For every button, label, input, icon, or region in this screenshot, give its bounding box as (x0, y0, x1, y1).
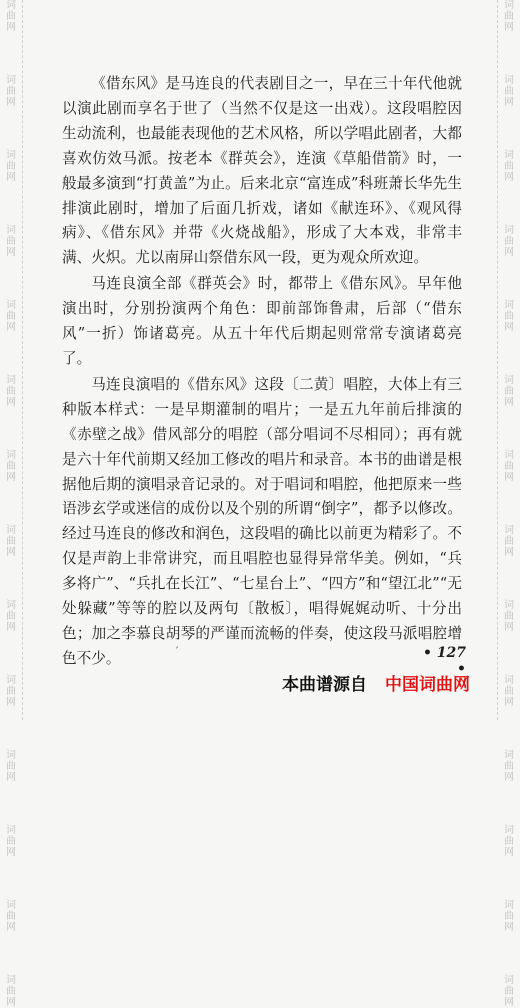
watermark-mark: 词 曲 网 (6, 0, 16, 33)
watermark-mark: 词 曲 网 (6, 750, 16, 783)
watermark-mark: 词 曲 网 (504, 600, 514, 633)
watermark-mark: 词 曲 网 (504, 375, 514, 408)
watermark-mark: 词 曲 网 (6, 300, 16, 333)
watermark-mark: 词 曲 网 (6, 150, 16, 183)
watermark-mark: 词 曲 网 (6, 75, 16, 108)
watermark-mark: 词 曲 网 (504, 825, 514, 858)
watermark-mark: 词 曲 网 (504, 450, 514, 483)
watermark-mark: 词 曲 网 (504, 900, 514, 933)
body-text (62, 72, 462, 672)
watermark-mark: 词 曲 网 (504, 525, 514, 558)
source-credit (282, 670, 512, 695)
paragraph-2: 马连良演全部《群英会》时，都带上《借东风》。早年他演出时，分别扮演两个角色：即前部饰鲁肃，后部（“借东风”一折）饰诸葛亮。从五十年代后期起则常常专演诸葛亮了。 (62, 275, 462, 367)
watermark-mark: 词 曲 网 (504, 300, 514, 333)
watermark-mark: 词 曲 网 (504, 75, 514, 108)
watermark-mark: 词 曲 网 (6, 450, 16, 483)
watermark-mark: 词 曲 网 (6, 225, 16, 258)
page-number: • 127 • (422, 645, 466, 677)
watermark-mark: 词 曲 网 (504, 225, 514, 258)
watermark-mark: 词 曲 网 (504, 975, 514, 1008)
watermark-mark: 词 曲 网 (504, 150, 514, 183)
watermark-mark: 词 曲 网 (6, 600, 16, 633)
right-watermark-strip (497, 0, 520, 1008)
paragraph-1: 《借东风》是马连良的代表剧目之一，早在三十年代他就以演此剧而享名于世了（当然不仅是这一出戏）。这段唱腔因生动流利，也最能表现他的艺术风格，所以学唱此剧者，大都喜欢仿效马派。按老本《群英会》，连演《草船借箭》时，一般最多演到“打黄盖”为止。后来北京“富连成”科班萧长华先生排演此剧时，增加了后面几折戏，诸如《献连环》、《观风得病》、《借东风》并带《火烧战船》，形成了大本戏，非常丰满、火炽。尤以南屏山祭借东风一段，更为观众所欢迎。 (62, 75, 462, 267)
paragraph-3: 马连良演唱的《借东风》这段〔二黄〕唱腔，大体上有三种版本样式：一是早期灌制的唱片；一是五九年前后排演的《赤壁之战》借风部分的唱腔（部分唱词不尽相同）；再有就是六十年代前期又经加工修改的唱片和录音。本书的曲谱是根据他后期的演唱录音记录的。对于唱词和唱腔，他把原来一些语涉玄学或迷信的成份以及个别的所谓“倒字”，都予以修改。经过马连良的修改和润色，这段唱的确比以前更为精彩了。不仅是声韵上非常讲究，而且唱腔也显得异常华美。例如，“兵多将广”、“兵扎在长江”、“七星台上”、“四方”和“望江北”“无处躲藏”等等的腔以及两句〔散板〕，唱得娓娓动听、十分出色；加之李慕良胡琴的严谨而流畅的伴奏，使这段马派唱腔增色不少。 (62, 375, 462, 667)
scan-speck: ˊ (174, 647, 179, 658)
site-name: 中国词曲网 (385, 675, 470, 695)
watermark-mark: 词 曲 网 (6, 675, 16, 708)
watermark-mark: 词 曲 网 (6, 375, 16, 408)
watermark-mark: 词 曲 网 (6, 825, 16, 858)
watermark-mark: 词 曲 网 (504, 675, 514, 708)
watermark-mark: 词 曲 网 (504, 750, 514, 783)
watermark-mark: 词 曲 网 (6, 900, 16, 933)
left-watermark-strip (0, 0, 23, 1008)
watermark-mark: 词 曲 网 (6, 975, 16, 1008)
watermark-mark: 词 曲 网 (6, 525, 16, 558)
source-label: 本曲谱源自 (282, 675, 367, 695)
watermark-mark: 词 曲 网 (504, 0, 514, 33)
